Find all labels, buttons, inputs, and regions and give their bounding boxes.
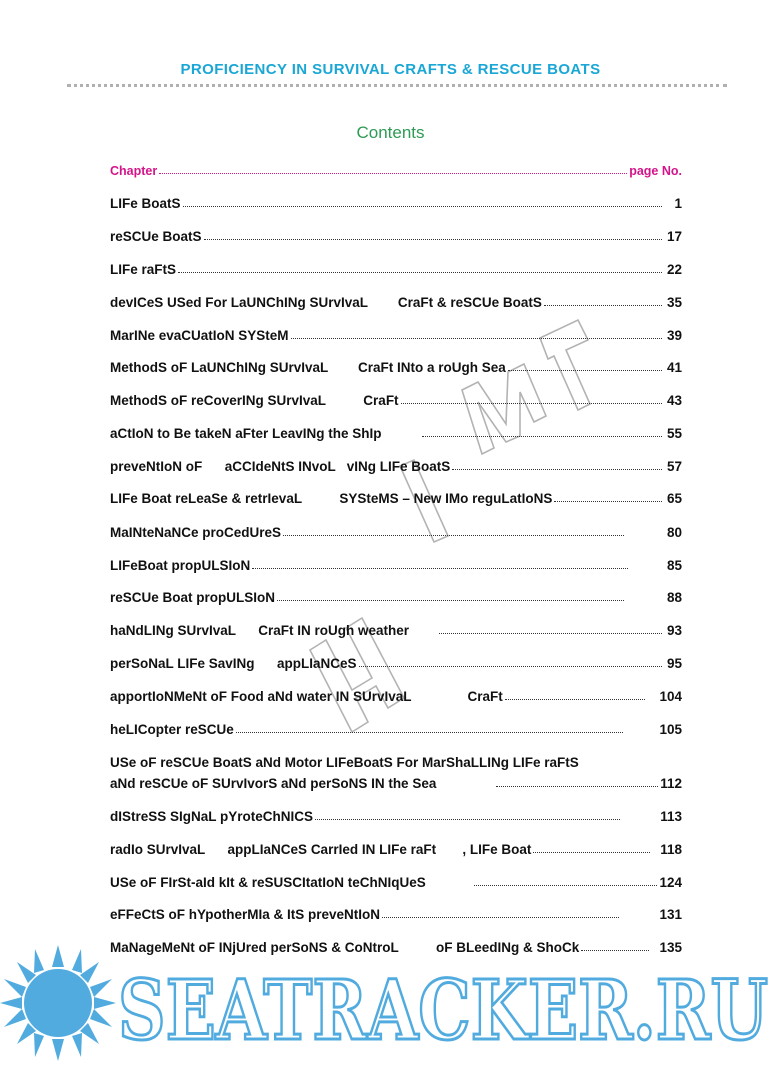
toc-header-row — [110, 164, 682, 178]
toc-row[interactable] — [110, 590, 682, 605]
toc-entry-label: LIFe BoatS — [110, 196, 181, 211]
toc-entry-label: apportIoNMeNt oF Food aNd water IN SUrvIvaL CraFt — [110, 689, 503, 704]
leader-dots — [533, 851, 650, 853]
leader-dots — [315, 818, 620, 820]
toc-row[interactable] — [110, 809, 682, 824]
toc-entry-page: 135 — [659, 940, 682, 955]
toc-row[interactable] — [110, 842, 682, 857]
toc-entry-page: 55 — [666, 426, 682, 441]
toc-row[interactable] — [110, 262, 682, 277]
toc-row[interactable] — [110, 689, 682, 704]
toc-entry-label: LIFe raFtS — [110, 262, 177, 277]
toc-row[interactable] — [110, 907, 682, 922]
toc-entry-label: aCtIoN to Be takeN aFter LeavINg the ShIp — [110, 426, 382, 441]
seatracker-watermark — [0, 943, 781, 1067]
toc-entry-label: MethodS oF LaUNChINg SUrvIvaL CraFt INto a roUgh Sea — [110, 360, 506, 375]
leader-dots — [401, 402, 662, 404]
toc-entry-label: MaNageMeNt oF INjUred perSoNS & CoNtroL oF BLeedINg & ShoCk — [110, 940, 580, 955]
toc-row[interactable] — [110, 491, 682, 506]
toc-entry-label: USe oF FIrSt-aId kIt & reSUSCItatIoN teChNIqUeS — [110, 875, 426, 890]
toc-row[interactable] — [110, 459, 682, 474]
toc-entry-label: reSCUe BoatS — [110, 229, 202, 244]
toc-entry-label: LIFe Boat reLeaSe & retrIevaL SYSteMS – New IMo reguLatIoNS — [110, 491, 553, 506]
toc-entry-label: LIFeBoat propULSIoN — [110, 558, 251, 573]
leader-dots — [277, 599, 624, 601]
watermark-text: SEATRACKER.RU — [118, 963, 768, 1059]
toc-entry-page: 104 — [659, 689, 682, 704]
leader-dots — [183, 205, 662, 207]
sun-logo-icon — [0, 945, 116, 1061]
toc-entry-page: 88 — [666, 590, 682, 605]
leader-dots — [496, 785, 658, 787]
toc-entry-page: 17 — [666, 229, 682, 244]
toc-entry-label: eFFeCtS oF hYpotherMIa & ItS preveNtIoN — [110, 907, 381, 922]
toc-entry-page: 22 — [666, 262, 682, 277]
leader-dots — [422, 435, 662, 437]
contents-title: Contents — [356, 123, 425, 142]
toc-entry-page: 80 — [666, 525, 682, 540]
toc-row[interactable] — [110, 722, 682, 737]
toc-entry-label: dIStreSS SIgNaL pYroteChNICS — [110, 809, 314, 824]
toc-entry-page: 124 — [659, 875, 682, 890]
toc-row[interactable] — [110, 558, 682, 573]
leader-dots — [178, 271, 662, 273]
toc-row[interactable] — [110, 623, 682, 638]
toc-entry-label: devICeS USed For LaUNChINg SUrvIvaL CraFt & reSCUe BoatS — [110, 295, 542, 310]
toc-entry-label: MarINe evaCUatIoN SYSteM — [110, 328, 289, 343]
toc-row[interactable] — [110, 393, 682, 408]
toc-row[interactable] — [110, 525, 682, 540]
toc-entry-page: 57 — [666, 459, 682, 474]
toc-row[interactable] — [110, 426, 682, 441]
leader-dots — [159, 172, 627, 174]
leader-dots — [283, 534, 624, 536]
toc-entry-page: 118 — [660, 842, 682, 857]
toc-entry-label: heLICopter reSCUe — [110, 722, 234, 737]
toc-entry-label-line2: aNd reSCUe oF SUrvIvorS aNd perSoNS IN the Sea — [110, 776, 437, 791]
leader-dots — [236, 731, 624, 733]
toc-entry-page: 112 — [660, 776, 682, 791]
toc-entry-label: perSoNaL LIFe SavINg appLIaNCeS — [110, 656, 357, 671]
leader-dots — [291, 337, 662, 339]
toc-entry-page: 43 — [666, 393, 682, 408]
toc-entry-page: 85 — [666, 558, 682, 573]
toc-row[interactable] — [110, 656, 682, 671]
leader-dots — [452, 468, 662, 470]
toc-entry-page: 35 — [666, 295, 682, 310]
toc-row[interactable] — [110, 328, 682, 343]
toc-entry-page: 65 — [666, 491, 682, 506]
toc-row[interactable] — [110, 196, 682, 211]
toc-row[interactable] — [110, 360, 682, 375]
document-header-title: PROFICIENCY IN SURVIVAL CRAFTS & RESCUE BOATS — [180, 61, 601, 78]
toc-entry-page: 93 — [666, 623, 682, 638]
toc-entry-label: reSCUe Boat propULSIoN — [110, 590, 276, 605]
toc-entry-label: preveNtIoN oF aCCIdeNtS INvoL vINg LIFe BoatS — [110, 459, 451, 474]
leader-dots — [544, 304, 662, 306]
toc-entry-page: 39 — [666, 328, 682, 343]
toc-entry-page: 41 — [666, 360, 682, 375]
leader-dots — [252, 567, 628, 569]
toc-entry-page: 113 — [660, 809, 682, 824]
leader-dots — [554, 500, 662, 502]
leader-dots — [359, 665, 662, 667]
leader-dots — [382, 916, 619, 918]
toc-row[interactable] — [110, 875, 682, 890]
toc-row-line1[interactable] — [110, 755, 682, 770]
leader-dots — [505, 698, 646, 700]
leader-dots — [204, 238, 662, 240]
toc-entry-label: USe oF reSCUe BoatS aNd Motor LIFeBoatS For MarShaLLINg LIFe raFtS — [110, 755, 579, 770]
toc-entry-label: radIo SUrvIvaL appLIaNCeS CarrIed IN LIFe raFt , LIFe Boat — [110, 842, 532, 857]
leader-dots — [508, 369, 662, 371]
toc-entry-label: haNdLINg SUrvIvaL CraFt IN roUgh weather — [110, 623, 410, 638]
leader-dots — [439, 632, 662, 634]
toc-row[interactable] — [110, 295, 682, 310]
toc-entry-page: 95 — [666, 656, 682, 671]
toc-row[interactable] — [110, 229, 682, 244]
toc-row[interactable] — [110, 776, 682, 791]
toc-entry-page: 1 — [674, 196, 682, 211]
toc-entry-page: 105 — [659, 722, 682, 737]
toc-entry-label: MethodS oF reCoverINg SUrvIvaL CraFt — [110, 393, 399, 408]
toc-entry-label: MaINteNaNCe proCedUreS — [110, 525, 282, 540]
leader-dots — [474, 884, 658, 886]
chapter-column-label: Chapter — [110, 164, 158, 178]
toc-entry-page: 131 — [659, 907, 682, 922]
page-column-label: page No. — [629, 164, 682, 178]
